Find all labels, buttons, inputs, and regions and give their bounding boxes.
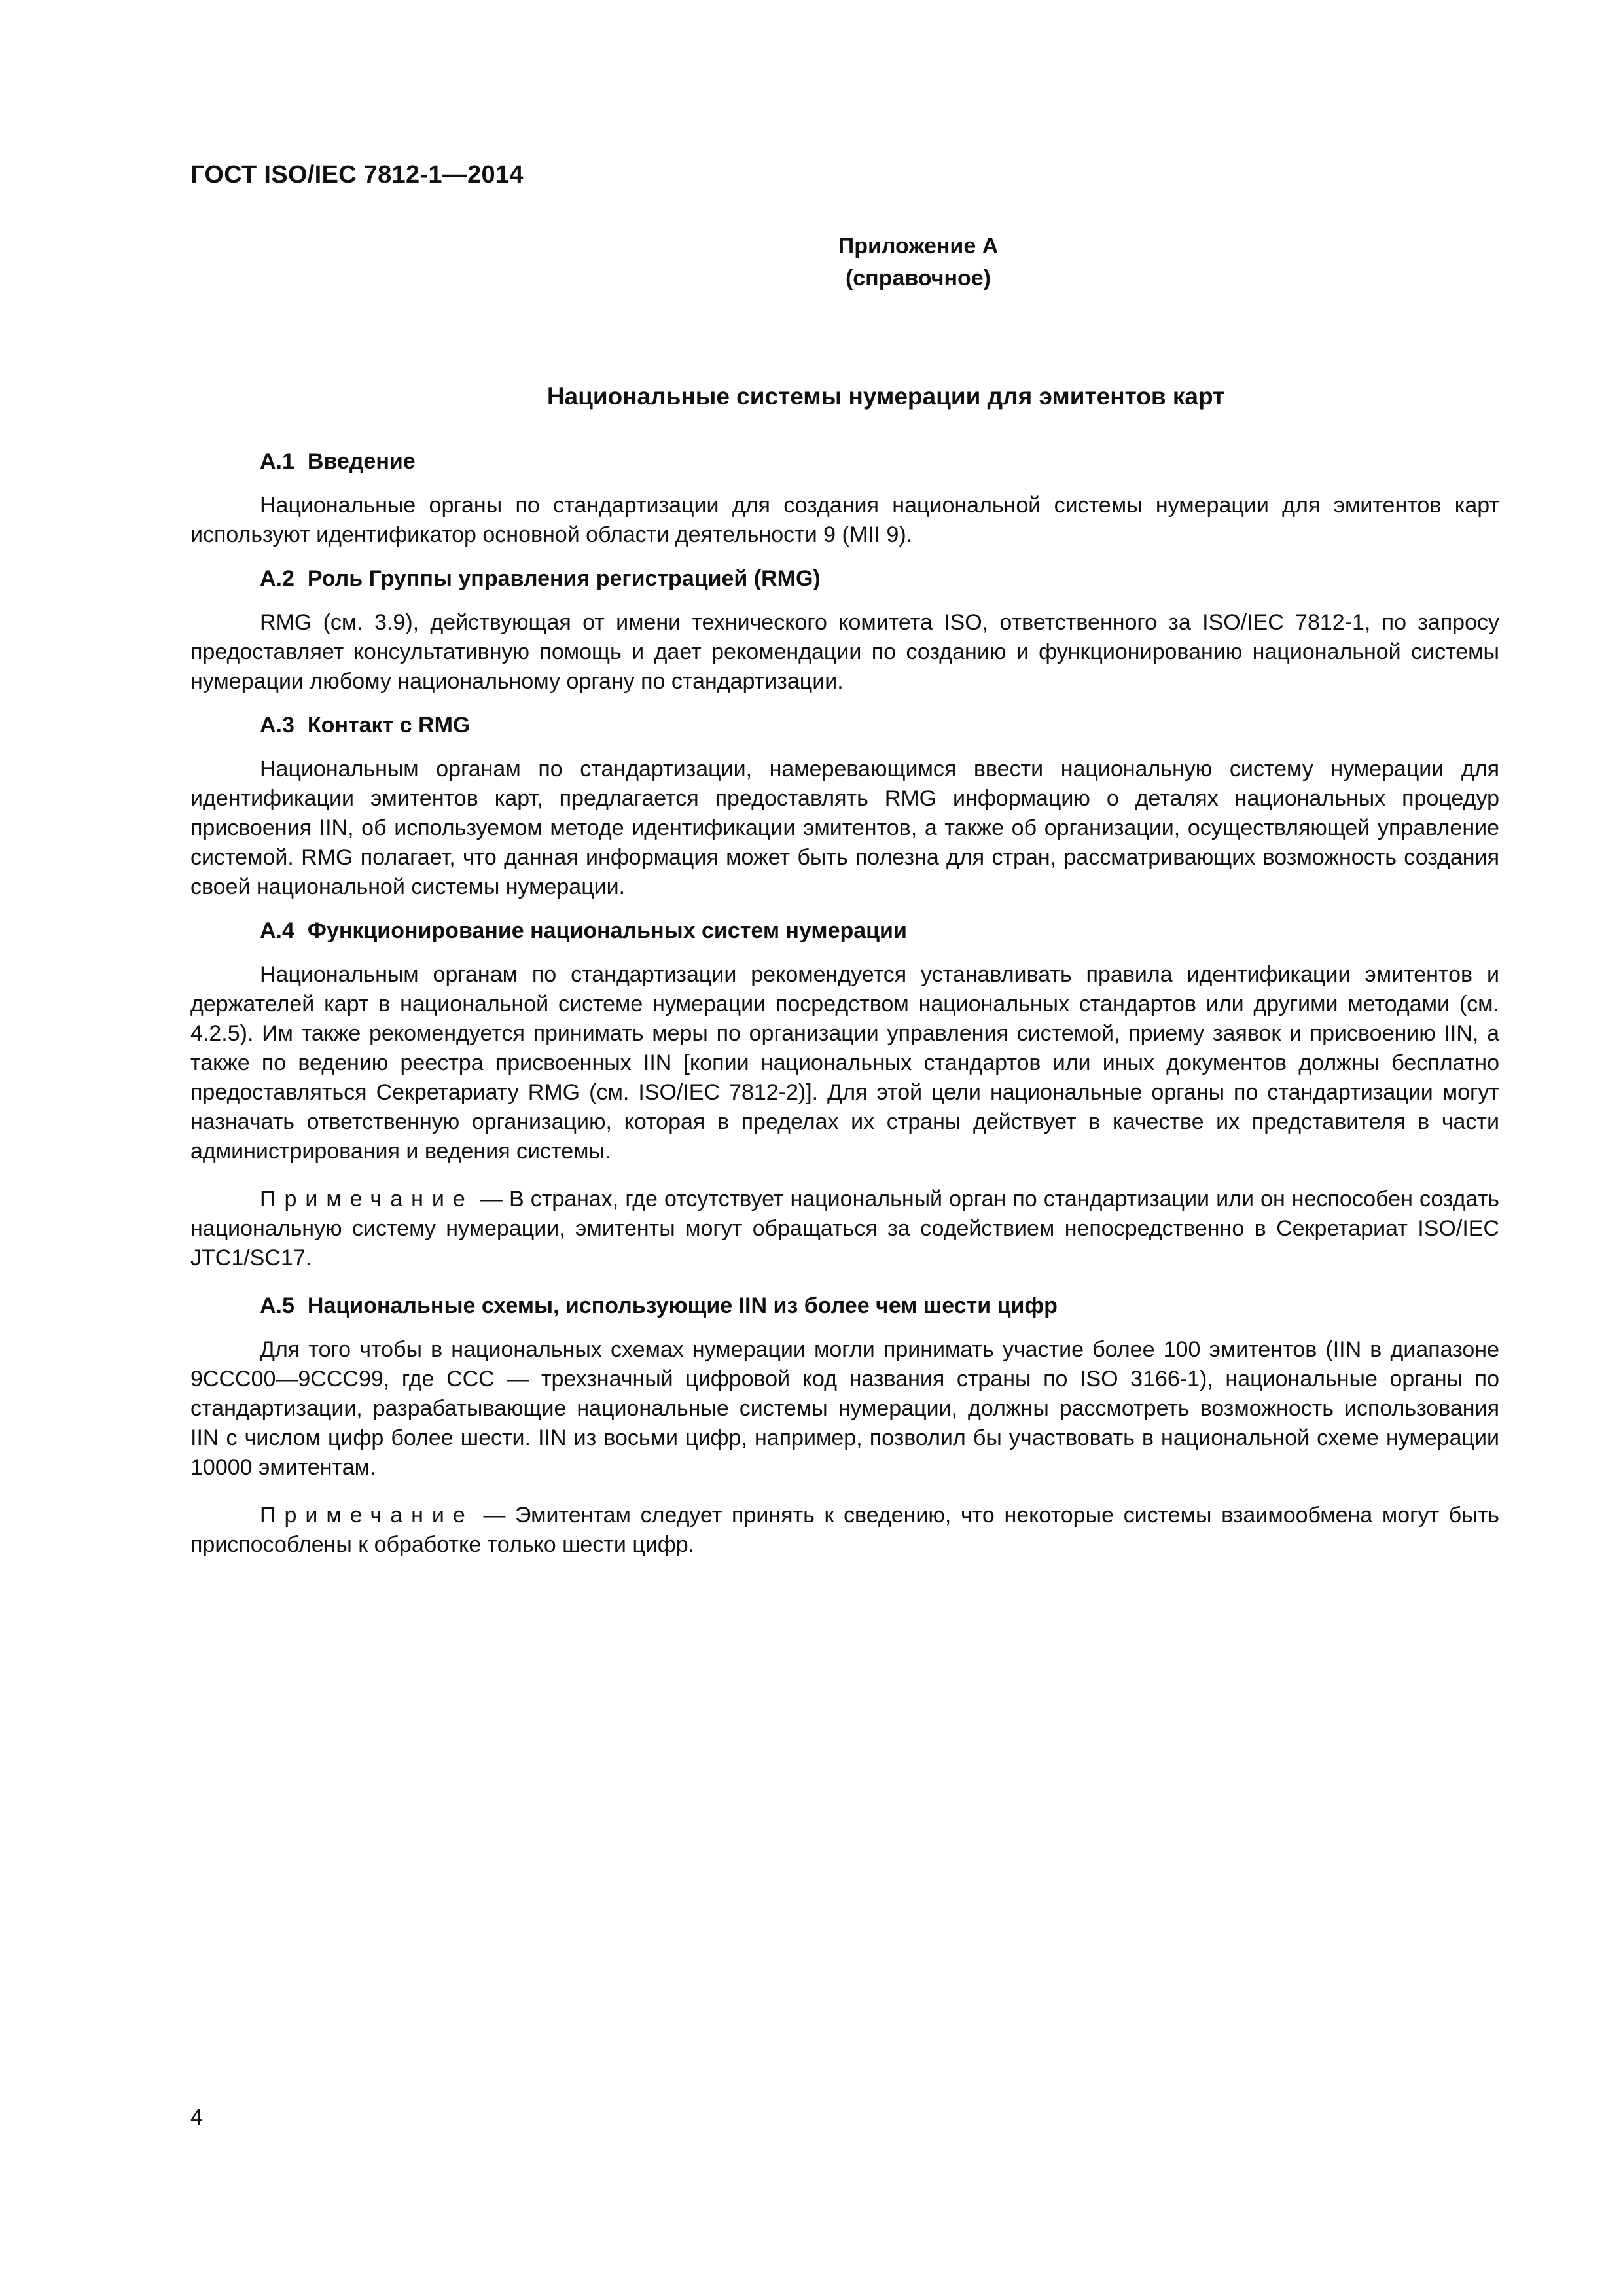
section-title: Функционирование национальных систем нумерации [307, 918, 907, 943]
section-number: А.1 [260, 449, 294, 474]
section-title: Национальные схемы, использующие IIN из более чем шести цифр [307, 1293, 1058, 1318]
paragraph: Национальные органы по стандартизации для создания национальной системы нумерации для эмитентов карт используют идентификатор основной области деятельности 9 (MII 9). [190, 493, 1499, 547]
section-heading [190, 916, 1499, 946]
section-number: А.5 [260, 1293, 294, 1318]
section-a5 [190, 1291, 1499, 1560]
section-heading [190, 1291, 1499, 1321]
section-heading [190, 447, 1499, 476]
note-text: — В странах, где отсутствует национальный орган по стандартизации или он неспособен создать национальную систему нумерации, эмитенты могут обращаться за содействием непосредственно в Секретариат ISO/IEC JTC1/SC17. [190, 1187, 1499, 1270]
section-a4 [190, 916, 1499, 1273]
note-label: Примечание [260, 1187, 474, 1211]
section-title: Введение [307, 449, 416, 474]
paragraph: RMG (см. 3.9), действующая от имени технического комитета ISO, ответственного за ISO/IEC 7812-1, по запросу предоставляет консультативную помощь и дает рекомендации по созданию и функционированию национальной системы нумерации любому национальному органу по стандартизации. [190, 610, 1499, 694]
paragraph: Национальным органам по стандартизации рекомендуется устанавливать правила идентификации эмитентов и держателей карт в национальной системе нумерации посредством национальных стандартов или другими методами (см. 4.2.5). Им также рекомендуется принимать меры по организации управления системой, приему заявок и присвоению IIN, а также по ведению реестра присвоенных IIN [копии национальных стандартов или иных документов должны бесплатно предоставляться Секретариату RMG (см. ISO/IEC 7812-2)]. Для этой цели национальные органы по стандартизации могут назначать ответственную организацию, которая в пределах их страны действует в качестве их представителя в части администрирования и ведения системы. [190, 962, 1499, 1164]
section-title: Контакт с RMG [307, 713, 471, 738]
note-paragraph [190, 1501, 1499, 1560]
section-heading [190, 564, 1499, 594]
section-number: А.2 [260, 566, 294, 591]
note-paragraph [190, 1185, 1499, 1273]
section-a1 [190, 447, 1499, 550]
section-title: Роль Группы управления регистрацией (RMG) [307, 566, 821, 591]
appendix-heading [0, 230, 1623, 295]
body-text [190, 447, 1499, 1574]
section-number: А.3 [260, 713, 294, 738]
paragraph: Национальным органам по стандартизации, намеревающимся ввести национальную систему нумерации для идентификации эмитентов карт, предлагается предоставлять RMG информацию о деталях национальных процедур присвоения IIN, об используемом методе идентификации эмитентов, а также об организации, осуществляющей управление системой. RMG полагает, что данная информация может быть полезна для стран, рассматривающих возможность создания своей национальной системы нумерации. [190, 757, 1499, 899]
appendix-type: (справочное) [845, 266, 991, 291]
section-number: А.4 [260, 918, 294, 943]
section-heading [190, 711, 1499, 740]
note-text: — Эмитентам следует принять к сведению, что некоторые системы взаимообмена могут быть приспособлены к обработке только шести цифр. [190, 1503, 1499, 1557]
note-label: Примечание [260, 1503, 474, 1528]
section-a3 [190, 711, 1499, 902]
appendix-title: Приложение А [838, 234, 999, 259]
paragraph: Для того чтобы в национальных схемах нумерации могли принимать участие более 100 эмитентов (IIN в диапазоне 9CCC00—9CCC99, где CCC — трехзначный цифровой код названия страны по ISO 3166-1), национальные органы по стандартизации, разрабатывающие национальные системы нумерации, должны рассмотреть возможность использования IIN с числом цифр более шести. IIN из восьми цифр, например, позволил бы участвовать в национальной схеме нумерации 10000 эмитентам. [190, 1337, 1499, 1480]
section-a2 [190, 564, 1499, 696]
page-number: 4 [190, 2105, 203, 2130]
document-code-header: ГОСТ ISO/IEC 7812-1—2014 [190, 161, 524, 188]
main-title: Национальные системы нумерации для эмитентов карт [546, 383, 1225, 410]
